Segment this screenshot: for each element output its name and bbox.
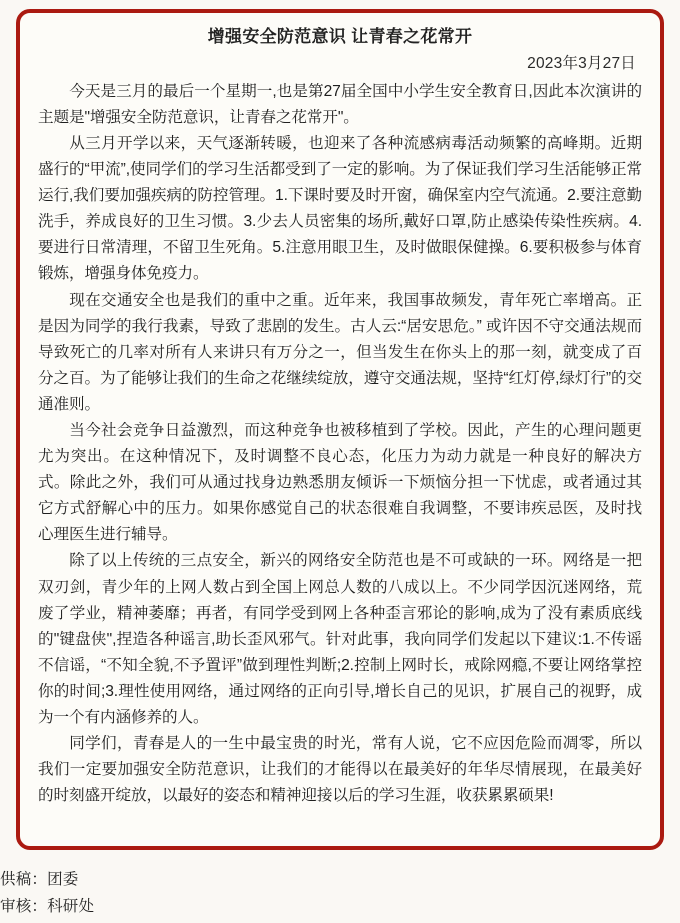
paragraph: 同学们，青春是人的一生中最宝贵的时光，常有人说，它不应因危险而凋零，所以我们一定要加强安全防范意识，让我们的才能得以在最美好的年华尽情展现，在最美好的时刻盛开绽放，以最好的姿态和精神迎接以后的学习生涯，收获累累硕果!	[38, 735, 642, 805]
credits-block	[0, 866, 400, 920]
page-title: 增强安全防范意识 让青春之花常开	[207, 27, 473, 46]
paragraph: 现在交通安全也是我们的重中之重。近年来，我国事故频发，青年死亡率增高。正是因为同学的我行我素，导致了悲剧的发生。古人云:“居安思危。” 或许因不守交通法规而导致死亡的几率对所有人来讲只有万分之一，但当发生在你头上的那一刻，就变成了百分之百。为了能够让我们的生命之花继续绽放，遵守交通法规，坚持“红灯停,绿灯行”的交通准则。	[38, 291, 642, 413]
paragraph: 当今社会竞争日益激烈，而这种竞争也被移植到了学校。因此，产生的心理问题更尤为突出。在这种情况下，及时调整不良心态，化压力为动力就是一种良好的解决方式。除此之外，我们可从通过找身边熟悉朋友倾诉一下烦恼分担一下忧虑，或者通过其它方式舒解心中的压力。如果你感觉自己的状态很难自我调整，不要讳疾忌医，及时找心理医生进行辅导。	[38, 421, 642, 544]
publication-date: 2023年3月27日	[527, 54, 636, 72]
contributor-credit: 供稿：团委	[0, 871, 79, 888]
paragraph: 今天是三月的最后一个星期一,也是第27届全国中小学生安全教育日,因此本次演讲的主题是"增强安全防范意识，让青春之花常开"。	[38, 82, 642, 126]
paragraph: 从三月开学以来，天气逐渐转暖，也迎来了各种流感病毒活动频繁的高峰期。近期盛行的“甲流”,使同学们的学习生活都受到了一定的影响。为了保证我们学习生活能够正常运行,我们要加强疾病的防控管理。1.下课时要及时开窗，确保室内空气流通。2.要注意勤洗手，养成良好的卫生习惯。3.少去人员密集的场所,戴好口罩,防止感染传染性疾病。4.要进行日常清理，不留卫生死角。5.注意用眼卫生，及时做眼保健操。6.要积极参与体育锻炼，增强身体免疫力。	[38, 134, 642, 283]
reviewer-credit: 审核：科研处	[0, 898, 95, 915]
paragraph: 除了以上传统的三点安全，新兴的网络安全防范也是不可或缺的一环。网络是一把双刃剑，青少年的上网人数占到全国上网总人数的八成以上。不少同学因沉迷网络，荒废了学业，精神萎靡；再者，有同学受到网上各种歪言邪论的影响,成为了没有素质底线的"键盘侠",捏造各种谣言,助长歪风邪气。针对此事，我向同学们发起以下建议:1.不传谣不信谣，“不知全貌,不予置评”做到理性判断;2.控制上网时长，戒除网瘾,不要让网络掌控你的时间;3.理性使用网络，通过网络的正向引导,增长自己的见识，扩展自己的视野，成为一个有内涵修养的人。	[38, 552, 642, 726]
article-body	[38, 79, 642, 810]
article-card	[16, 9, 664, 850]
